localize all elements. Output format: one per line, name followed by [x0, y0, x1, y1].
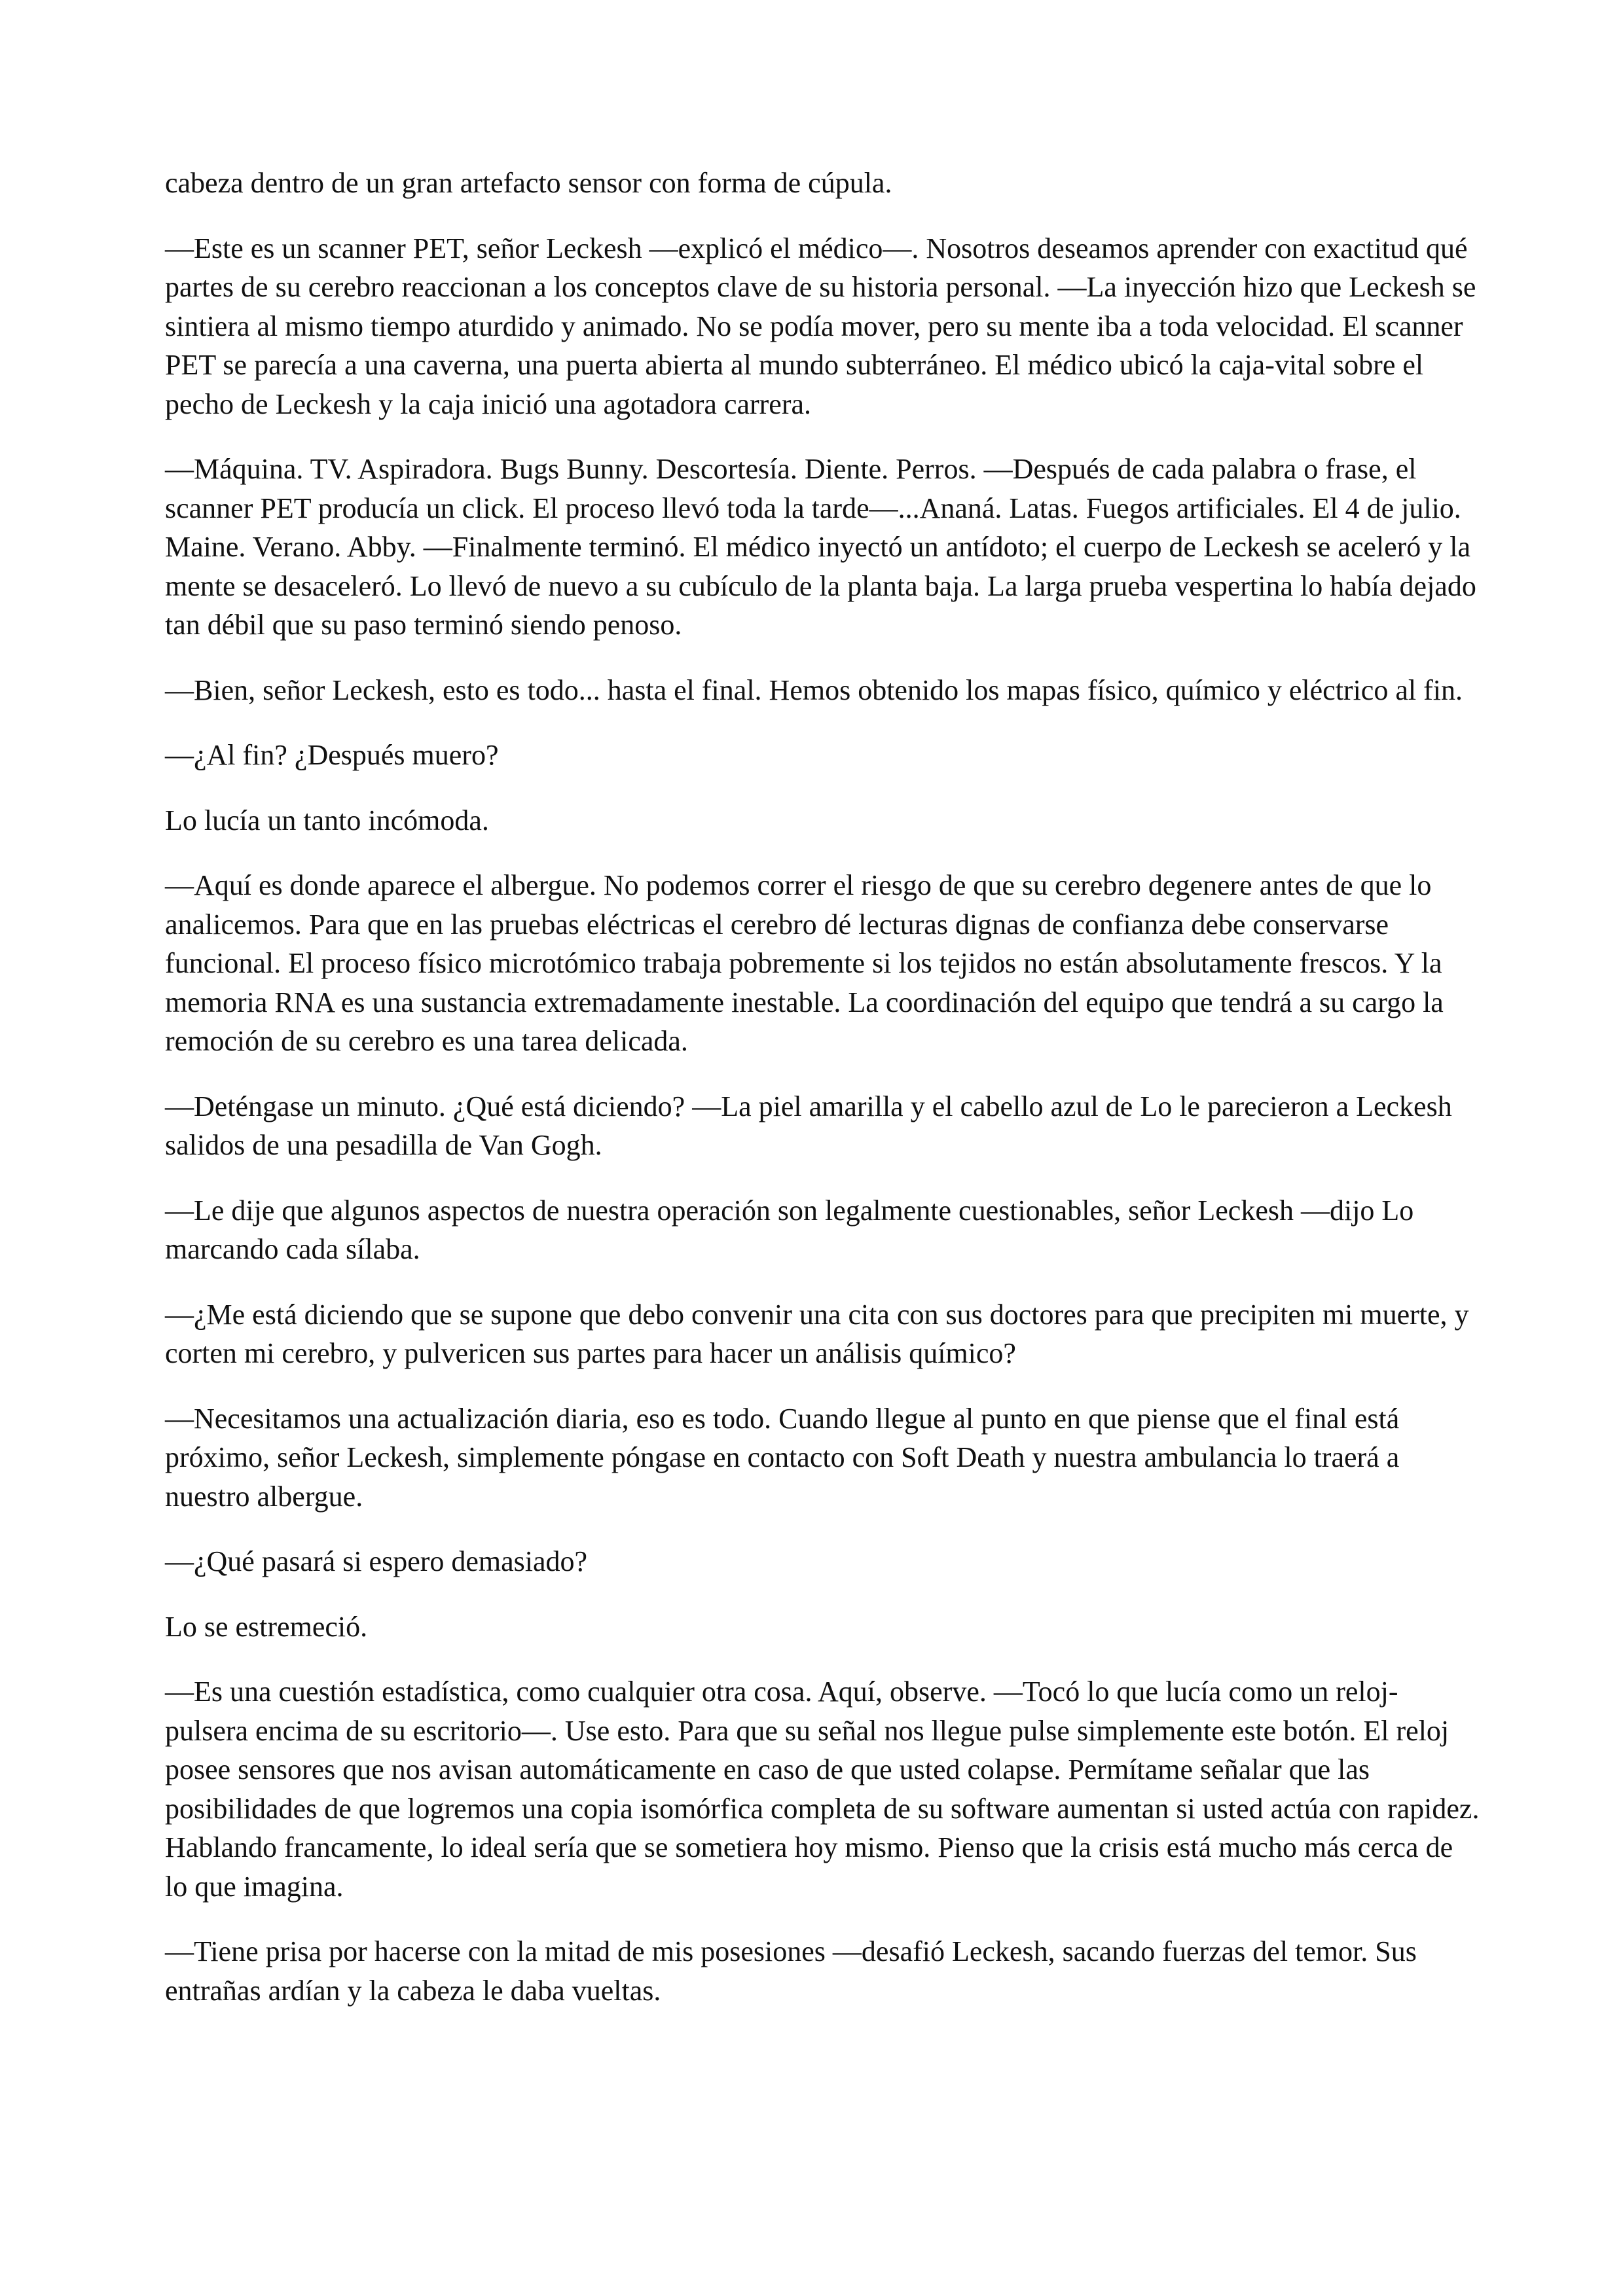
document-body [165, 164, 1481, 2036]
paragraph: —¿Me está diciendo que se supone que debo convenir una cita con sus doctores para que precipiten mi muerte, y corten mi cerebro, y pulvericen sus partes para hacer un análisis químico? [165, 1298, 1469, 1369]
paragraph: —Máquina. TV. Aspiradora. Bugs Bunny. Descortesía. Diente. Perros. —Después de cada palabra o frase, el scanner PET producía un click. El proceso llevó toda la tarde—...Ananá. Latas. Fuegos artificiales. El 4 de julio. Maine. Verano. Abby. —Finalmente terminó. El médico inyectó un antídoto; el cuerpo de Leckesh se aceleró y la mente se desaceleró. Lo llevó de nuevo a su cubículo de la planta baja. La larga prueba vespertina lo había dejado tan débil que su paso terminó siendo penoso. [165, 453, 1476, 641]
paragraph: —Le dije que algunos aspectos de nuestra operación son legalmente cuestionables, señor Leckesh —dijo Lo marcando cada sílaba. [165, 1194, 1414, 1265]
paragraph: —Este es un scanner PET, señor Leckesh —explicó el médico—. Nosotros deseamos aprender con exactitud qué partes de su cerebro reaccionan a los conceptos clave de su historia personal. —La inyección hizo que Leckesh se sintiera al mismo tiempo aturdido y animado. No se podía mover, pero su mente iba a toda velocidad. El scanner PET se parecía a una caverna, una puerta abierta al mundo subterráneo. El médico ubicó la caja-vital sobre el pecho de Leckesh y la caja inició una agotadora carrera. [165, 232, 1476, 420]
paragraph: —Bien, señor Leckesh, esto es todo... hasta el final. Hemos obtenido los mapas físico, químico y eléctrico al fin. [165, 673, 1463, 706]
paragraph: —¿Al fin? ¿Después muero? [165, 739, 499, 771]
paragraph: —Aquí es donde aparece el albergue. No podemos correr el riesgo de que su cerebro degenere antes de que lo analicemos. Para que en las pruebas eléctricas el cerebro dé lecturas dignas de confianza debe conservarse funcional. El proceso físico microtómico trabaja pobremente si los tejidos no están absolutamente frescos. Y la memoria RNA es una sustancia extremadamente inestable. La coordinación del equipo que tendrá a su cargo la remoción de su cerebro es una tarea delicada. [165, 869, 1444, 1057]
paragraph: —Deténgase un minuto. ¿Qué está diciendo? —La piel amarilla y el cabello azul de Lo le parecieron a Leckesh salidos de una pesadilla de Van Gogh. [165, 1090, 1452, 1161]
paragraph: —Necesitamos una actualización diaria, eso es todo. Cuando llegue al punto en que piense que el final está próximo, señor Leckesh, simplemente póngase en contacto con Soft Death y nuestra ambulancia lo traerá a nuestro albergue. [165, 1402, 1400, 1513]
paragraph: —Tiene prisa por hacerse con la mitad de mis posesiones —desafió Leckesh, sacando fuerzas del temor. Sus entrañas ardían y la cabeza le daba vueltas. [165, 1935, 1417, 2007]
paragraph: Lo se estremeció. [165, 1610, 368, 1643]
paragraph: —Es una cuestión estadística, como cualquier otra cosa. Aquí, observe. —Tocó lo que lucía como un reloj-pulsera encima de su escritorio—. Use esto. Para que su señal nos llegue pulse simplemente este botón. El reloj posee sensores que nos avisan automáticamente en caso de que usted colapse. Permítame señalar que las posibilidades de que logremos una copia isomórfica completa de su software aumentan si usted actúa con rapidez. Hablando francamente, lo ideal sería que se sometiera hoy mismo. Pienso que la crisis está mucho más cerca de lo que imagina. [165, 1676, 1480, 1903]
paragraph: Lo lucía un tanto incómoda. [165, 804, 489, 836]
paragraph: cabeza dentro de un gran artefacto sensor con forma de cúpula. [165, 167, 892, 199]
paragraph: —¿Qué pasará si espero demasiado? [165, 1545, 588, 1577]
